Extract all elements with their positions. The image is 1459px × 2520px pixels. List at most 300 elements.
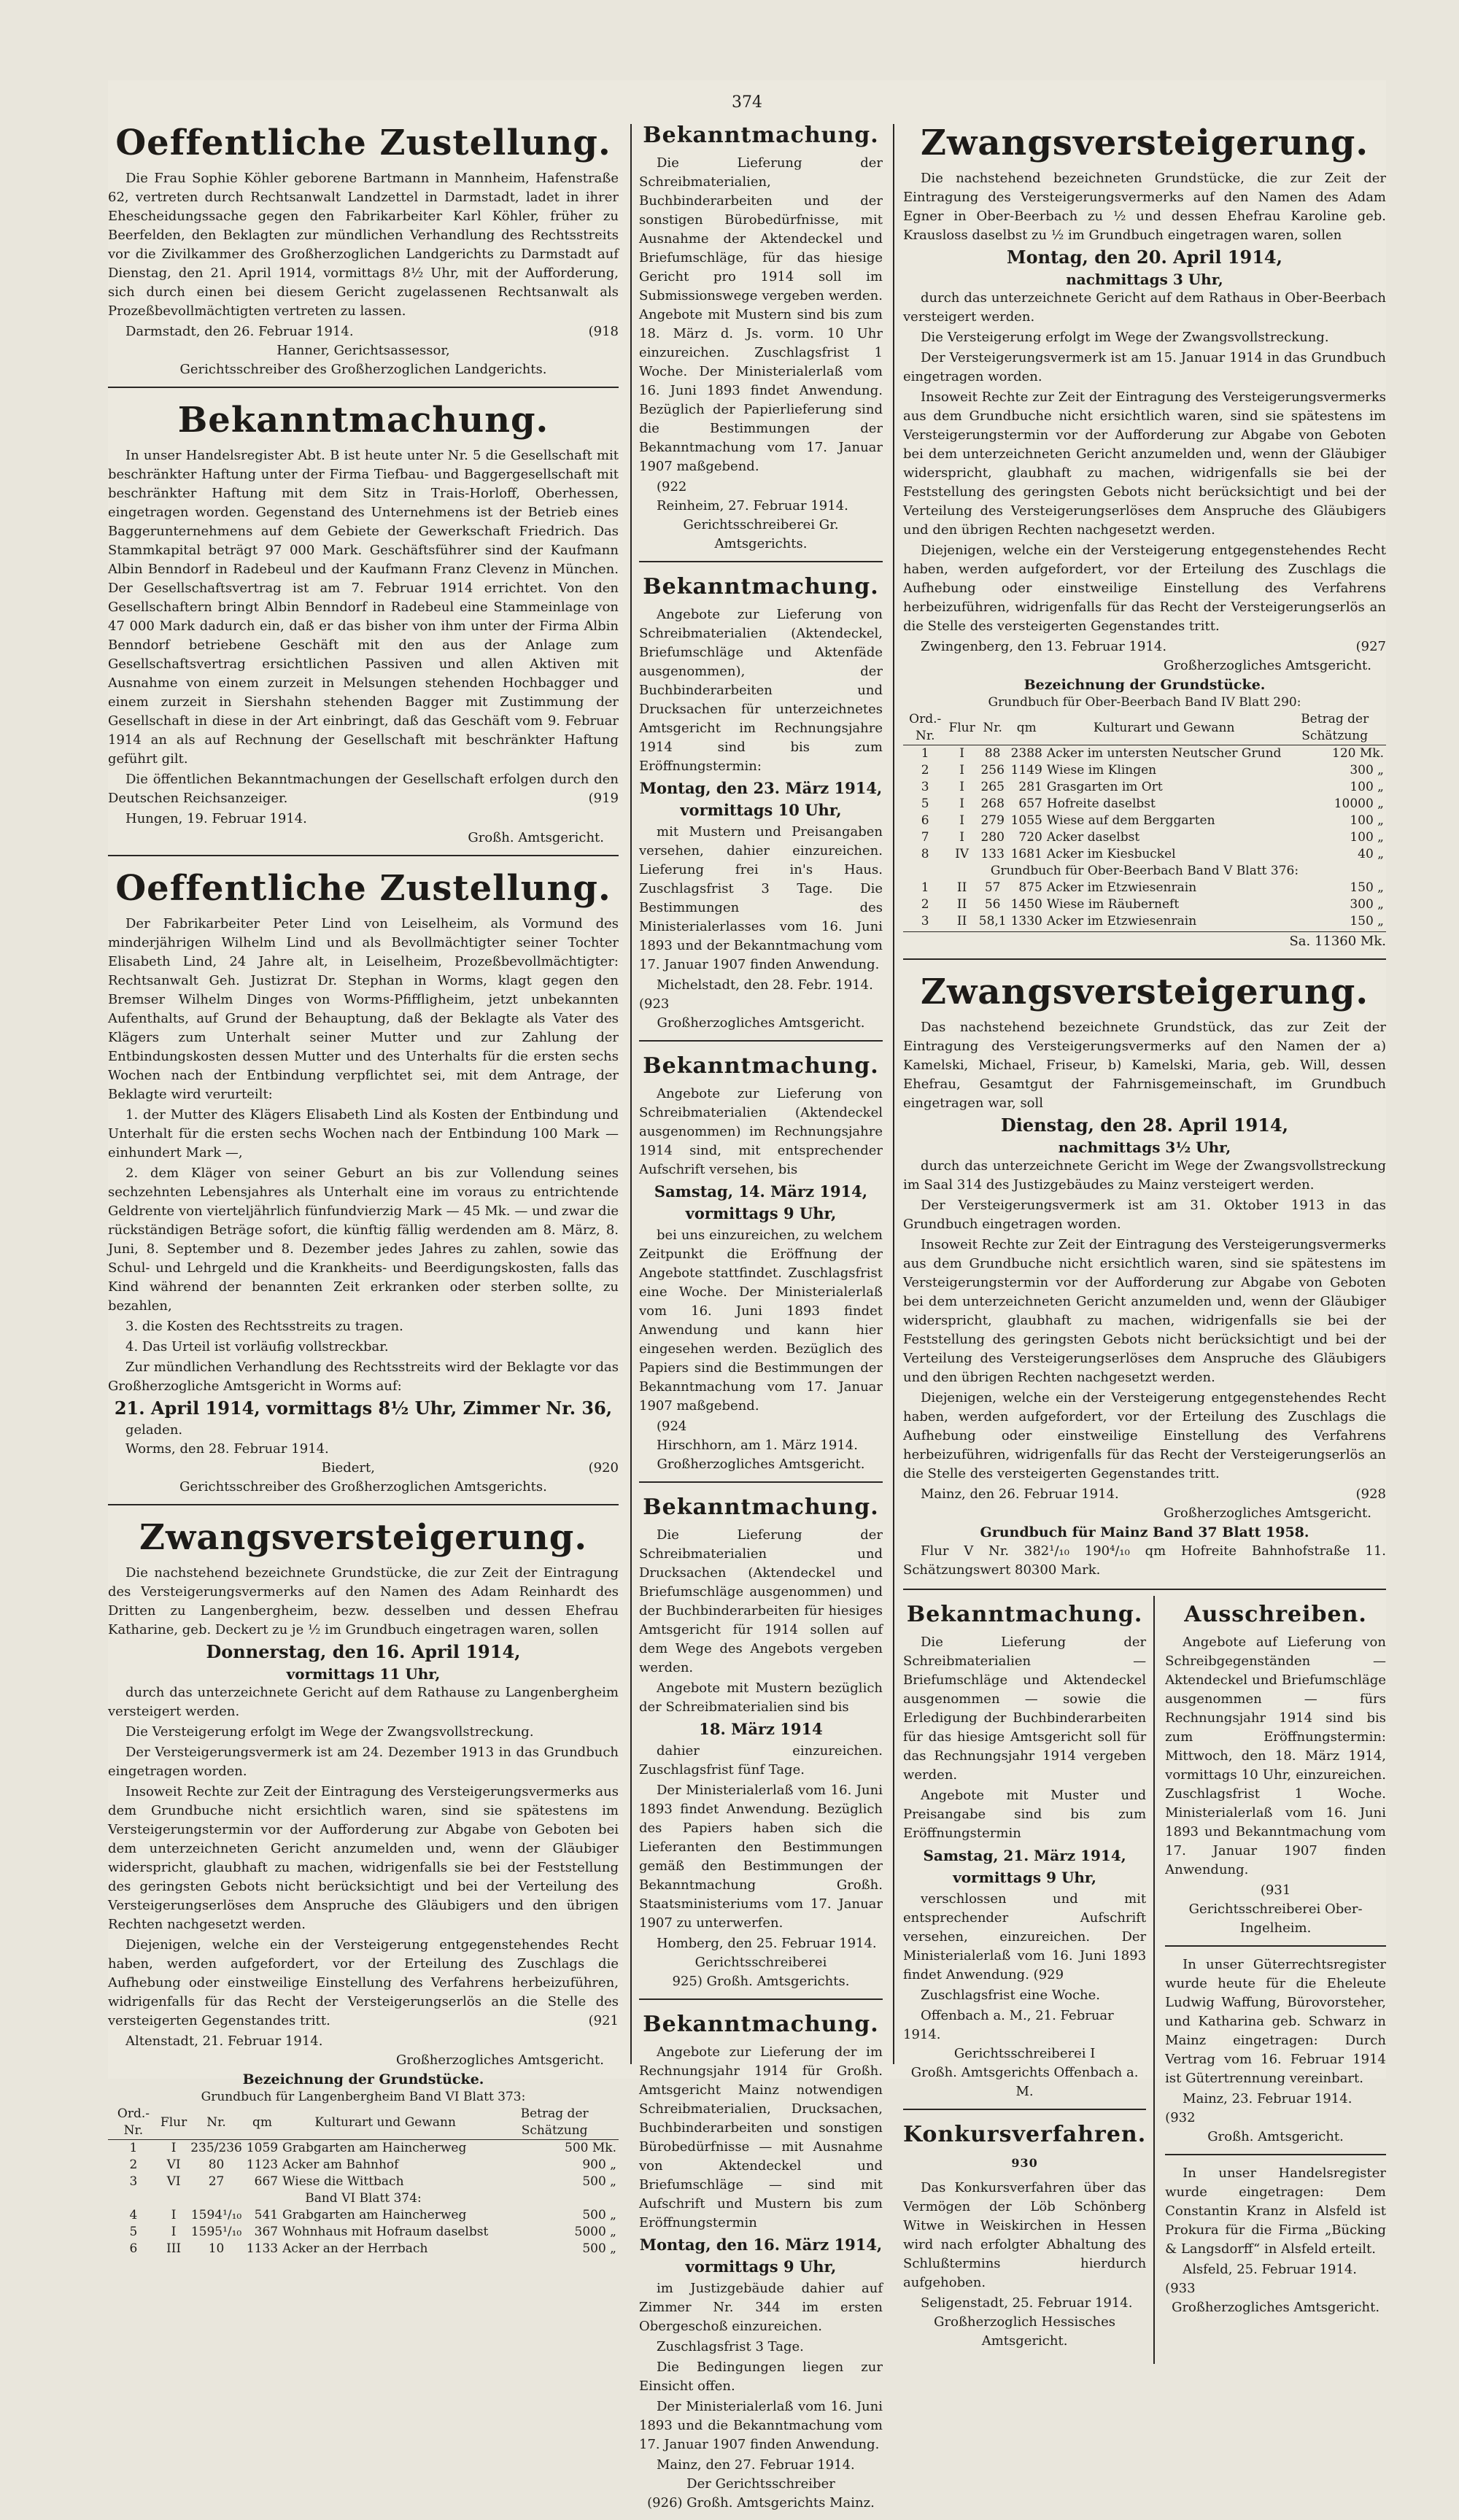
table-cell: 2388 (1010, 746, 1042, 761)
notice-ref: (918 (588, 324, 619, 339)
table-row (903, 913, 1386, 930)
table-row (903, 745, 1386, 763)
notice-office: Gerichtsschreiber des Großherzoglichen Amtsgerichts. (179, 1479, 547, 1494)
notice-text-2: mit Mustern und Preisangaben versehen, dahier einzureichen. Lieferung frei in's Haus. Zuschlagsfrist 3 Tage. Die Bestimmungen des Ministerialerlasses vom 16. Juni 1893 und der Bekanntmachung vom 17. Januar 1907 finden Anwendung. (639, 824, 883, 972)
table-cell: I (171, 2208, 177, 2222)
table-row (903, 829, 1386, 846)
table-header: Ord.-Nr. (903, 711, 947, 745)
notice-title: Zwangsversteigerung. (920, 123, 1369, 163)
notice-office: Großh. Amtsgerichts. (706, 1974, 850, 1989)
table-cell: 57 (984, 880, 1001, 895)
table-cell: VI (166, 2174, 181, 2189)
notice-tender-929 (903, 1596, 1146, 2110)
notice-text-3: dahier einzureichen. Zuschlagsfrist fünf Tage. (639, 1743, 883, 1777)
notice-deadline: Samstag, 14. März 1914, vormittags 9 Uhr, (654, 1182, 868, 1222)
table-cell: 8 (921, 847, 929, 861)
table-cell: I (171, 2141, 177, 2155)
notice-office-line (639, 1972, 883, 1991)
table-cell: 150 „ (1350, 914, 1384, 928)
notice-date-line (108, 322, 619, 341)
notice-ref: (920 (588, 1460, 619, 1476)
table-cell: II (956, 914, 967, 928)
notice-text: Angebote zur Lieferung von Schreibmaterialien (Aktendeckel, Briefumschläge und Aktenfäde ausgenommen), der Buchbinderarbeiten und Drucksachen für unterzeichnetes Amtsgericht im Rechnungsjahre 1914 sind bis zum Eröffnungstermin: (639, 607, 883, 774)
left-column (108, 117, 619, 2256)
table-cell: 133 (980, 847, 1005, 861)
notice-office: Großherzoglich Hessisches Amtsgericht. (934, 2314, 1115, 2349)
table-cell: 1149 (1010, 763, 1042, 778)
table-cell: 1059 (246, 2141, 279, 2155)
notice-ref: (928 (1355, 1486, 1386, 1502)
notice-ref: (923 (639, 996, 670, 1012)
grundbuch-ref: Grundbuch für Mainz Band 37 Blatt 1958. (980, 1524, 1309, 1540)
notice-auction-time: nachmittags 3½ Uhr, (1058, 1139, 1231, 1156)
notice-register-933 (1165, 2161, 1386, 2325)
notice-para: Der Versteigerungsvermerk ist am 31. Oktober 1913 in das Grundbuch eingetragen worden. (903, 1198, 1386, 1232)
notice-office: Großh. Amtsgericht. (1207, 2129, 1344, 2144)
table-cell: 720 (1018, 830, 1042, 845)
notice-title: Bekanntmachung. (643, 574, 879, 600)
notice-title: Ausschreiben. (1184, 1602, 1367, 1627)
table-row (903, 813, 1386, 829)
notice-date-line (903, 637, 1386, 656)
notice-ref: (932 (1165, 2110, 1196, 2125)
table-cell: 1450 (1010, 897, 1042, 912)
notice-date: Mainz, 23. Februar 1914. (1183, 2091, 1352, 2106)
table-row (108, 2140, 619, 2157)
page-number: 374 (732, 93, 762, 112)
notice-title: Bekanntmachung. (906, 1602, 1143, 1627)
table-cell: II (956, 897, 967, 912)
right-bottom-split (903, 1596, 1386, 2364)
notice-office: Gerichtsschreiber des Großherzoglichen Landgerichts. (179, 362, 547, 377)
notice-para (108, 1936, 619, 2031)
notice-office: Großherzogliches Amtsgericht. (657, 1015, 865, 1031)
notice-date: Michelstadt, den 28. Febr. 1914. (657, 977, 873, 993)
notice-para: Diejenigen, welche ein der Versteigerung entgegenstehendes Recht haben, werden aufgefordert, vor der Erteilung des Zuschlags die Aufhebung oder einstweilige Einstellung des Verfahrens herbeizuführen, widrigenfalls für das Recht der Versteigerungserlös an die Stelle des versteigerten Gegenstandes tritt. (903, 543, 1386, 634)
notice-text-4: Die Bedingungen liegen zur Einsicht offen. (639, 2360, 883, 2394)
notice-auction-date: Montag, den 20. April 1914, (1007, 247, 1282, 268)
table-cell: Wiese im Klingen (1046, 763, 1157, 778)
property-table-title: Bezeichnung der Grundstücke. (242, 2071, 484, 2087)
table-cell: 2 (921, 897, 929, 912)
table-cell: 657 (1018, 796, 1042, 811)
table-cell: I (959, 813, 964, 828)
property-table (903, 711, 1386, 930)
right-bottom-right (1165, 1596, 1386, 2364)
notice-title-line (903, 2122, 1146, 2173)
table-cell: 5000 „ (574, 2225, 616, 2239)
notice-text-2: durch das unterzeichnete Gericht im Wege der Zwangsvollstreckung im Saal 314 des Justizgebäudes zu Mainz versteigert werden. (903, 1158, 1386, 1193)
notice-date: Homberg, den 25. Februar 1914. (657, 1936, 877, 1951)
property-table-sum: Sa. 11360 Mk. (903, 931, 1386, 951)
notice-text-2: durch das unterzeichnete Gericht auf dem Rathaus in Ober-Beerbach versteigert werden. (903, 290, 1386, 325)
notice-text: Die nachstehend bezeichneten Grundstücke, die zur Zeit der Eintragung des Versteigerungsvermerks auf den Namen des Adam Egner in Ober-Beerbach zu ½ und dessen Ehefrau Karoline geb. Krausloss daselbst zu ½ im Grundbuch eingetragen waren, sollen (903, 171, 1386, 243)
table-cell: 2 (129, 2157, 138, 2172)
notice-date: Seligenstadt, 25. Februar 1914. (921, 2295, 1133, 2311)
notice-deadline: Montag, den 16. März 1914, vormittags 9 Uhr, (639, 2236, 883, 2276)
table-row (108, 2224, 619, 2241)
notice-text-5: Der Ministerialerlaß vom 16. Juni 1893 und die Bekanntmachung vom 17. Januar 1907 finden Anwendung. (639, 2399, 883, 2452)
notice-text-3 (903, 1890, 1146, 1985)
notice-date: Mainz, den 27. Februar 1914. (657, 2457, 855, 2473)
notice-office: Gerichtsschreiberei (694, 1955, 827, 1970)
right-column (903, 117, 1386, 2349)
table-cell: 500 Mk. (565, 2141, 616, 2155)
table-cell: Acker im untersten Neutscher Grund (1046, 746, 1282, 761)
table-cell: I (171, 2225, 177, 2239)
notice-text-4: Der Ministerialerlaß vom 16. Juni 1893 findet Anwendung. Bezüglich des Papiers haben sich die Lieferanten den Bestimmungen gemäß den Bestimmungen der Bekanntmachung Großh. Staatsministeriums vom 17. Januar 1907 zu unterwerfen. (639, 1783, 883, 1931)
notice-ref: (926) (647, 2495, 683, 2511)
table-cell: Acker im Kiesbuckel (1046, 847, 1176, 861)
notice-para: Der Versteigerungsvermerk ist am 24. Dezember 1913 in das Grundbuch eingetragen worden. (108, 1745, 619, 1779)
table-cell: III (166, 2241, 182, 2256)
notice-title: Bekanntmachung. (643, 1053, 879, 1079)
table-cell: Wiese im Räuberneft (1046, 897, 1180, 912)
notice-text-2: Zur mündlichen Verhandlung des Rechtsstreits wird der Beklagte vor das Großherzogliche Amtsgericht in Worms auf: (108, 1360, 619, 1394)
table-cell: 1 (129, 2141, 138, 2155)
notice-signer: Hanner, Gerichtsassessor, (276, 343, 450, 358)
table-header: qm (244, 2106, 280, 2140)
notice-date-line (1165, 2090, 1386, 2128)
table-cell: IV (955, 847, 970, 861)
notice-date-line (639, 976, 883, 1014)
table-cell: Acker am Bahnhof (282, 2157, 399, 2172)
table-header-row (903, 711, 1386, 745)
notice-auction-time: nachmittags 3 Uhr, (1066, 271, 1223, 288)
property-table-subtitle: Grundbuch für Langenbergheim Band VI Blatt 373: (201, 2090, 526, 2104)
table-row (903, 846, 1386, 863)
notice-text: In unser Güterrechtsregister wurde heute für die Eheleute Ludwig Waffung, Bürovorsteher, und Katharina geb. Schwarz in Mainz eingetragen: Durch Vertrag vom 16. Februar 1914 ist Gütertrennung vereinbart. (1165, 1957, 1386, 2086)
table-cell: 10 (208, 2241, 225, 2256)
table-cell: 500 „ (582, 2241, 616, 2256)
notice-office: Großh. Amtsgerichts Offenbach a. M. (910, 2065, 1139, 2099)
notice-office: Großherzogliches Amtsgericht. (395, 2052, 604, 2068)
table-cell: 281 (1018, 780, 1042, 794)
table-cell: I (959, 763, 964, 778)
right-bottom-left (903, 1596, 1155, 2364)
table-cell: Acker im Etzwiesenrain (1046, 914, 1197, 928)
table-cell: 3 (921, 780, 929, 794)
notice-after: geladen. (125, 1422, 183, 1438)
table-header: Kulturart und Gewann (280, 2106, 490, 2140)
property-table-subtitle: Grundbuch für Ober-Beerbach Band IV Blatt 290: (988, 695, 1301, 710)
notice-para: Insoweit Rechte zur Zeit der Eintragung des Versteigerungsvermerks aus dem Grundbuche nicht ersichtlich waren, sind sie spätestens im Versteigerungstermin vor der Aufforderung zur Abgabe von Geboten bei dem unterzeichneten Gericht anzumelden und, wenn der Gläubiger widerspricht, glaubhaft zu machen, widrigenfalls sie bei der Feststellung des geringsten Gebots nicht berücksichtigt und bei der Verteilung des Versteigerungserlöses dem Anspruche des Gläubigers und den übrigen Rechten nachgesetzt werden. (903, 389, 1386, 538)
notice-public-service-920 (108, 862, 619, 1505)
table-header: Betrag der Schätzung (490, 2106, 619, 2140)
notice-text-2-body: Die öffentlichen Bekanntmachungen der Gesellschaft erfolgen durch den Deutschen Reichsanzeiger. (108, 772, 619, 806)
notice-auction-time: vormittags 11 Uhr, (286, 1665, 441, 1683)
notice-auction-date: Dienstag, den 28. April 1914, (1000, 1114, 1289, 1136)
notice-ref: (931 (1260, 1883, 1291, 1898)
table-row (903, 796, 1386, 813)
table-cell: 1123 (246, 2157, 279, 2172)
table-cell: 5 (921, 796, 929, 811)
table-cell: 900 „ (582, 2157, 616, 2172)
notice-title: Zwangsversteigerung. (139, 1517, 588, 1558)
notice-text: Die nachstehend bezeichnete Grundstücke, die zur Zeit der Eintragung des Versteigerungsvermerks auf den Namen des Adam Reinhardt des Dritten zu Langenbergheim, bezw. desselben und dessen Ehefrau Katharine, geb. Deckert zu je ½ im Grundbuch eingetragen waren, sollen (108, 1565, 619, 1637)
table-cell: 268 (980, 796, 1005, 811)
notice-handelsregister-919 (108, 394, 619, 856)
table-cell: 80 (208, 2157, 225, 2172)
parcel-description: Flur V Nr. 382¹/₁₀ 190⁴/₁₀ qm Hofreite Bahnhofstraße 11. Schätzungswert 80300 Mark. (903, 1543, 1386, 1578)
notice-deadline: Montag, den 23. März 1914, vormittags 10 Uhr, (639, 779, 883, 819)
notice-office: Gerichtsschreiberei I (953, 2046, 1096, 2061)
notice-title: Bekanntmachung. (643, 2012, 879, 2037)
table-cell: 5 (129, 2225, 138, 2239)
table-cell: 300 „ (1350, 897, 1384, 912)
notice-para: Insoweit Rechte zur Zeit der Eintragung des Versteigerungsvermerks aus dem Grundbuche nicht ersichtlich waren, sind sie spätestens im Versteigerungstermin vor der Aufforderung zur Abgabe von Geboten bei dem unterzeichneten Gericht anzumelden und, wenn der Gläubiger widerspricht, glaubhaft zu machen, widrigenfalls sie bei der Feststellung des geringsten Gebots nicht berücksichtigt und bei der Verteilung des Versteigerungserlöses dem Anspruche des Gläubigers und den übrigen Rechten nachgesetzt werden. (903, 1237, 1386, 1385)
notice-title: Bekanntmachung. (643, 1494, 879, 1520)
notice-title: Konkursverfahren. (903, 2122, 1147, 2147)
table-cell: 100 „ (1350, 830, 1384, 845)
notice-office: Großherzogliches Amtsgericht. (1172, 2300, 1380, 2315)
table-cell: Acker an der Herrbach (282, 2241, 428, 2256)
notice-para: Diejenigen, welche ein der Versteigerung entgegenstehendes Recht haben, werden aufgefordert, vor der Erteilung des Zuschlags die Aufhebung oder einstweilige Einstellung des Verfahrens herbeizuführen, widrigenfalls für das Recht der Versteigerungserlös an die Stelle des versteigerten Gegenstandes tritt. (903, 1390, 1386, 1481)
table-cell: 1133 (246, 2241, 279, 2256)
table-cell: 6 (921, 813, 929, 828)
table-cell: I (959, 796, 964, 811)
table-subheader-row (903, 863, 1386, 880)
table-cell: Wiese die Wittbach (282, 2174, 404, 2189)
table-cell: 500 „ (582, 2208, 616, 2222)
table-cell: Wiese auf dem Berggarten (1046, 813, 1215, 828)
table-header: Ord.-Nr. (108, 2106, 159, 2140)
notice-date: Worms, den 28. Februar 1914. (125, 1441, 329, 1457)
table-cell: 88 (984, 746, 1001, 761)
table-cell: 120 Mk. (1332, 746, 1384, 761)
notice-title: Bekanntmachung. (643, 123, 879, 148)
table-cell: 235/236 (190, 2141, 242, 2155)
notice-tender-923 (639, 568, 883, 1042)
notice-text-2: Angebote mit Mustern bezüglich der Schreibmaterialien sind bis (639, 1680, 883, 1715)
notice-text: Angebote zur Lieferung der im Rechnungsjahr 1914 für Großh. Amtsgericht Mainz notwendigen Schreibmaterialien, Drucksachen, Buchbinderarbeiten und sonstigen Bürobedürfnisse — mit Ausnahme von Aktendeckel und Briefumschläge — sind mit Aufschrift und Mustern bis zum Eröffnungstermin (639, 2044, 883, 2230)
notice-ref: (922 (657, 479, 687, 495)
notice-hearing-date: 21. April 1914, vormittags 8½ Uhr, Zimmer Nr. 36, (114, 1397, 613, 1419)
notice-para: Der Versteigerungsvermerk ist am 15. Januar 1914 in das Grundbuch eingetragen worden. (903, 350, 1386, 384)
notice-signer-line (108, 1459, 619, 1478)
table-cell: II (956, 880, 967, 895)
notice-text: Der Fabrikarbeiter Peter Lind von Leiselheim, als Vormund des minderjährigen Wilhelm Lind und als Bevollmächtigter seiner Tochter Elisabeth Lind, 24 Jahre alt, in Leiselheim, Prozeßbevollmächtigter: Rechtsanwalt Geh. Justizrat Dr. Stephan in Worms, klagt gegen den Bremser Wilhelm Dinges von Worms-Pfiffligheim, jetzt unbekannten Aufenthalts, auf Grund der Behauptung, daß der Beklagte als Vater des Klägers zum Unterhalt seiner Mutter und zur Zahlung der Entbindungskosten dessen Mutter und des Unterhalts für die ersten sechs Wochen nach der Entbindung verpflichtet sei, mit dem Antrage, der Beklagte wird verurteilt: (108, 916, 619, 1102)
table-header: Nr. (977, 711, 1009, 745)
notice-auction-928 (903, 966, 1386, 1590)
notice-ref: (927 (1355, 639, 1386, 654)
notice-ref: 925) (672, 1974, 703, 1989)
table-cell: VI (166, 2157, 181, 2172)
table-cell: 3 (129, 2174, 138, 2189)
notice-text: Die Lieferung der Schreibmaterialien — Briefumschläge und Aktendeckel ausgenommen — sowie die Erledigung der Buchbinderarbeiten für das hiesige Amtsgericht soll für das Rechnungsjahr 1914 vergeben werden. (903, 1635, 1147, 1783)
table-header: Betrag der Schätzung (1283, 711, 1386, 745)
table-row (903, 762, 1386, 779)
notice-bankruptcy-930 (903, 2116, 1146, 2358)
notice-date: Zwingenberg, den 13. Februar 1914. (921, 639, 1167, 654)
notice-office: Großherzogliches Amtsgericht. (1163, 658, 1371, 673)
table-cell: 279 (980, 813, 1005, 828)
notice-title: Oeffentliche Zustellung. (115, 868, 611, 909)
table-subheader-row (108, 2190, 619, 2207)
table-cell: 265 (980, 780, 1005, 794)
notice-text-2: Angebote mit Muster und Preisangabe sind bis zum Eröffnungstermin (903, 1788, 1147, 1841)
notice-ref: (929 (1033, 1967, 1064, 1982)
notice-ref: (933 (1165, 2281, 1196, 2296)
notice-office: Großh. Amtsgericht. (468, 830, 604, 845)
table-cell: 150 „ (1350, 880, 1384, 895)
table-cell: Acker im Etzwiesenrain (1046, 880, 1197, 895)
table-header-row (108, 2106, 619, 2140)
notice-text: Angebote auf Lieferung von Schreibgegenständen — Aktendeckel und Briefumschläge ausgenommen — fürs Rechnungsjahr 1914 sind bis zum Eröffnungstermin: Mittwoch, den 18. März 1914, vormittags 10 Uhr, einzureichen. Zuschlagsfrist 1 Woche. Ministerialerlaß vom 16. Juni 1893 und Bekanntmachung vom 17. Januar 1907 finden Anwendung. (1165, 1635, 1386, 1877)
table-cell: 500 „ (582, 2174, 616, 2189)
table-cell: Acker daselbst (1046, 830, 1140, 845)
notice-tender-926 (639, 2006, 883, 2520)
table-cell: 300 „ (1350, 763, 1384, 778)
notice-item: 4. Das Urteil ist vorläufig vollstreckbar. (125, 1339, 389, 1354)
notice-office-line (639, 2494, 883, 2513)
notice-tender-931 (1165, 1596, 1386, 1947)
notice-text-2: im Justizgebäude dahier auf Zimmer Nr. 344 im ersten Obergeschoß einzureichen. (639, 2281, 883, 2334)
table-cell: 10000 „ (1334, 796, 1384, 811)
notice-text-3: Zuschlagsfrist 3 Tage. (657, 2339, 804, 2354)
notice-item: 3. die Kosten des Rechtsstreits zu tragen. (125, 1319, 403, 1334)
notice-office: Großherzogliches Amtsgericht. (1163, 1505, 1371, 1521)
middle-column (639, 117, 883, 2511)
property-table-title: Bezeichnung der Grundstücke. (1023, 677, 1266, 693)
table-cell: 56 (984, 897, 1001, 912)
table-cell: 6 (129, 2241, 138, 2256)
table-cell: 256 (980, 763, 1005, 778)
notice-date-line (1165, 2260, 1386, 2298)
table-cell: 58,1 (978, 914, 1007, 928)
table-row (108, 2241, 619, 2257)
table-cell: 367 (254, 2225, 279, 2239)
notice-text: Die Frau Sophie Köhler geborene Bartmann in Mannheim, Hafenstraße 62, vertreten durch Rechtsanwalt Landzettel in Darmstadt, ladet in ihrer Ehescheidungssache gegen den Fabrikarbeiter Karl Köhler, früher zu Beerfelden, den Beklagten zur mündlichen Verhandlung des Rechtsstreits vor die Zivilkammer des Großherzoglichen Landgerichts zu Darmstadt auf Dienstag, den 21. April 1914, vormittags 8½ Uhr, mit der Aufforderung, sich durch einen bei diesem Gericht zugelassenen Rechtsanwalt als Prozeßbevollmächtigten vertreten zu lassen. (108, 171, 619, 319)
notice-text: In unser Handelsregister Abt. B ist heute unter Nr. 5 die Gesellschaft mit beschränkter Haftung unter der Firma Tiefbau- und Baggergesellschaft mit beschränkter Haftung mit dem Sitz in Trais-Horloff, Oberhessen, eingetragen worden. Gegenstand des Unternehmens ist der Betrieb eines Baggerunternehmens auf dem Gebiete der Gewerkschaft Friedrich. Das Stammkapital beträgt 97 000 Mark. Geschäftsführer sind der Kaufmann Albin Benndorf in Radebeul und der Kaufmann Franz Clevenz in München. Der Gesellschaftsvertrag ist am 7. Februar 1914 errichtet. Von den Gesellschaftern bringt Albin Benndorf in Radebeul eine Stammeinlage von 47 000 Mark dadurch ein, daß er das bisher von ihm unter der Firma Albin Benndorf betriebene Geschäft mit den aus der Anlage zum Gesellschaftsvertrag ersichtlichen Passiven und allen Aktiven mit Ausnahme von einem zurzeit in Melsungen stehenden Hochbagger und einem zurzeit in Siershahn stehenden Bagger mit Zustimmung der Gesellschaft in diese in der Art einbringt, daß das Geschäft vom 9. Februar 1914 an als auf Rechnung der Gesellschaft mit beschränkter Haftung geführt gilt. (108, 448, 619, 767)
table-cell: 27 (208, 2174, 225, 2189)
table-row (903, 896, 1386, 913)
column-divider (630, 124, 632, 2064)
table-cell: 1 (921, 880, 929, 895)
notice-date: Altenstadt, 21. Februar 1914. (125, 2034, 323, 2049)
table-cell: 4 (129, 2208, 138, 2222)
notice-signer: Biedert, (321, 1460, 375, 1476)
table-row (108, 2157, 619, 2174)
notice-text-2: durch das unterzeichnete Gericht auf dem Rathause zu Langenbergheim versteigert werden. (108, 1685, 619, 1719)
notice-date: Darmstadt, den 26. Februar 1914. (125, 324, 354, 339)
notice-date: Hungen, 19. Februar 1914. (125, 811, 307, 826)
table-row (108, 2174, 619, 2190)
notice-ref: (919 (588, 791, 619, 806)
notice-date-line (903, 1485, 1386, 1504)
newspaper-page (108, 80, 1386, 2511)
table-cell: 1681 (1010, 847, 1042, 861)
table-row (903, 779, 1386, 796)
table-row (903, 880, 1386, 896)
notice-text-3-body: verschlossen und mit entsprechender Aufschrift versehen, einzureichen. Der Ministerialerlaß vom 16. Juni 1893 findet Anwendung. (903, 1891, 1147, 1982)
notice-text: Das Konkursverfahren über das Vermögen der Löb Schönberg Witwe in Weiskirchen in Hessen wird nach erfolgter Abhaltung des Schlußtermins hierdurch aufgehoben. (903, 2180, 1147, 2290)
notice-auction-date: Donnerstag, den 16. April 1914, (206, 1641, 521, 1662)
table-cell: 1 (921, 746, 929, 761)
notice-item: 2. dem Kläger von seiner Geburt an bis zur Vollendung seines sechzehnten Lebensjahres als Unterhalt eine im voraus zu entrichtende Geldrente von vierteljährlich fünfundvierzig Mark — 45 Mk. — und zwar die rückständigen Beträge sofort, die künftig fällig werdenden am 8. März, 8. Juni, 8. September und 8. Dezember jedes Jahres zu zahlen, sowie das Schul- und Lehrgeld und die Krankheits- und Beerdigungskosten, falls das Kind während der benannten Zeit erkranken oder sterben sollte, zu bezahlen, (108, 1166, 619, 1314)
notice-title: Oeffentliche Zustellung. (115, 123, 611, 163)
table-cell: 7 (921, 830, 929, 845)
table-cell: Grabgarten am Haincherweg (282, 2141, 467, 2155)
table-cell: 280 (980, 830, 1005, 845)
table-header: Kulturart und Gewann (1045, 711, 1284, 745)
notice-date: Hirschhorn, am 1. März 1914. (657, 1438, 858, 1453)
table-cell: Wohnhaus mit Hofraum daselbst (282, 2225, 489, 2239)
notice-ref: (924 (657, 1419, 687, 1434)
table-subheader: Grundbuch für Ober-Beerbach Band V Blatt 376: (990, 864, 1299, 878)
table-cell: 1055 (1010, 813, 1042, 828)
table-cell: 3 (921, 914, 929, 928)
notice-para: Die Versteigerung erfolgt im Wege der Zwangsvollstreckung. (125, 1724, 534, 1740)
table-cell: 1330 (1010, 914, 1042, 928)
table-cell: 541 (254, 2208, 279, 2222)
table-cell: I (959, 746, 964, 761)
notice-text: In unser Handelsregister wurde eingetragen: Dem Constantin Kranz in Alsfeld ist Prokura für die Firma „Bücking & Langsdorff“ in Alsfeld erteilt. (1165, 2166, 1386, 2257)
notice-auction-921 (108, 1511, 619, 2265)
table-cell: I (959, 830, 964, 845)
notice-para: Die Versteigerung erfolgt im Wege der Zwangsvollstreckung. (921, 330, 1329, 345)
table-cell: 100 „ (1350, 780, 1384, 794)
notice-para-body: Diejenigen, welche ein der Versteigerung entgegenstehendes Recht haben, werden aufgefordert, vor der Erteilung des Zuschlags die Aufhebung oder einstweilige Einstellung des Verfahrens herbeizuführen, widrigenfalls für das Recht der Versteigerungserlös an die Stelle des versteigerten Gegenstandes tritt. (108, 1937, 619, 2028)
table-cell: Grasgarten im Ort (1046, 780, 1163, 794)
table-header: Nr. (188, 2106, 244, 2140)
column-divider (893, 124, 894, 2064)
table-cell: Grabgarten am Haincherweg (282, 2208, 467, 2222)
notice-auction-927 (903, 117, 1386, 960)
notice-public-service-918 (108, 117, 619, 388)
table-header: Flur (947, 711, 976, 745)
table-cell: 100 „ (1350, 813, 1384, 828)
notice-ref: 930 (1011, 2156, 1038, 2170)
table-cell: I (959, 780, 964, 794)
notice-text-2 (108, 770, 619, 808)
property-table (108, 2106, 619, 2257)
table-cell: 1594¹/₁₀ (190, 2208, 242, 2222)
table-header: Flur (159, 2106, 188, 2140)
notice-item: 1. der Mutter des Klägers Elisabeth Lind als Kosten der Entbindung und Unterhalt für die ersten sechs Wochen nach der Entbindung 100 Mark — einhundert Mark —, (108, 1107, 619, 1160)
notice-tender-922 (639, 117, 883, 562)
notice-office: Gerichtsschreiberei Ober-Ingelheim. (1188, 1901, 1363, 1936)
notice-tender-924 (639, 1047, 883, 1483)
table-row (108, 2207, 619, 2224)
notice-register-932 (1165, 1953, 1386, 2155)
notice-office: Großherzogliches Amtsgericht. (657, 1457, 865, 1472)
notice-deadline: Samstag, 21. März 1914, vormittags 9 Uhr, (923, 1847, 1126, 1886)
notice-office: Gerichtsschreiberei Gr. Amtsgerichts. (683, 517, 839, 551)
notice-tender-925 (639, 1489, 883, 2000)
notice-date: Offenbach a. M., 21. Februar 1914. (903, 2008, 1114, 2042)
table-cell: 667 (254, 2174, 279, 2189)
table-cell: 875 (1018, 880, 1042, 895)
notice-deadline: 18. März 1914 (699, 1720, 823, 1738)
table-cell: Hofreite daselbst (1046, 796, 1156, 811)
notice-text-4: Zuschlagsfrist eine Woche. (921, 1988, 1101, 2003)
notice-title: Zwangsversteigerung. (920, 972, 1369, 1012)
table-cell: 40 „ (1358, 847, 1384, 861)
notice-date: Alsfeld, 25. Februar 1914. (1183, 2262, 1358, 2277)
notice-text: Die Lieferung der Schreibmaterialien und Drucksachen (Aktendeckel und Briefumschläge ausgenommen) und der Buchbinderarbeiten für hiesiges Amtsgericht für 1914 sollen auf dem Wege des Angebots vergeben werden. (639, 1527, 883, 1675)
table-cell: 1595¹/₁₀ (190, 2225, 242, 2239)
notice-title: Bekanntmachung. (177, 400, 549, 441)
notice-text: Angebote zur Lieferung von Schreibmaterialien (Aktendeckel ausgenommen) im Rechnungsjahre 1914 sind, mit entsprechender Aufschrift versehen, bis (639, 1086, 883, 1177)
notice-office: Großh. Amtsgerichts Mainz. (686, 2495, 875, 2511)
table-cell: 2 (921, 763, 929, 778)
notice-text: Das nachstehend bezeichnete Grundstück, das zur Zeit der Eintragung des Versteigerungsvermerks auf den Namen der a) Kamelski, Michael, Friseur, b) Kamelski, Maria, geb. Will, dessen Ehefrau, Gesamtgut der Fahrnisgemeinschaft, im Grundbuch eingetragen war, soll (903, 1020, 1386, 1111)
notice-office: Der Gerichtsschreiber (686, 2476, 835, 2492)
notice-text: Die Lieferung der Schreibmaterialien, Buchbinderarbeiten und der sonstigen Bürobedürfnisse, mit Ausnahme der Aktendeckel und Briefumschläge, für das hiesige Gericht pro 1914 soll im Submissionswege vergeben werden. Angebote mit Mustern sind bis zum 18. März d. Js. vorm. 10 Uhr einzureichen. Zuschlagsfrist 1 Woche. Der Ministerialerlaß vom 16. Juni 1893 findet Anwendung. Bezüglich der Papierlieferung sind die Bestimmungen der Bekanntmachung vom 17. Januar 1907 maßgebend. (639, 155, 883, 474)
notice-date: Mainz, den 26. Februar 1914. (921, 1486, 1119, 1502)
table-subheader: Band VI Blatt 374: (305, 2191, 422, 2206)
